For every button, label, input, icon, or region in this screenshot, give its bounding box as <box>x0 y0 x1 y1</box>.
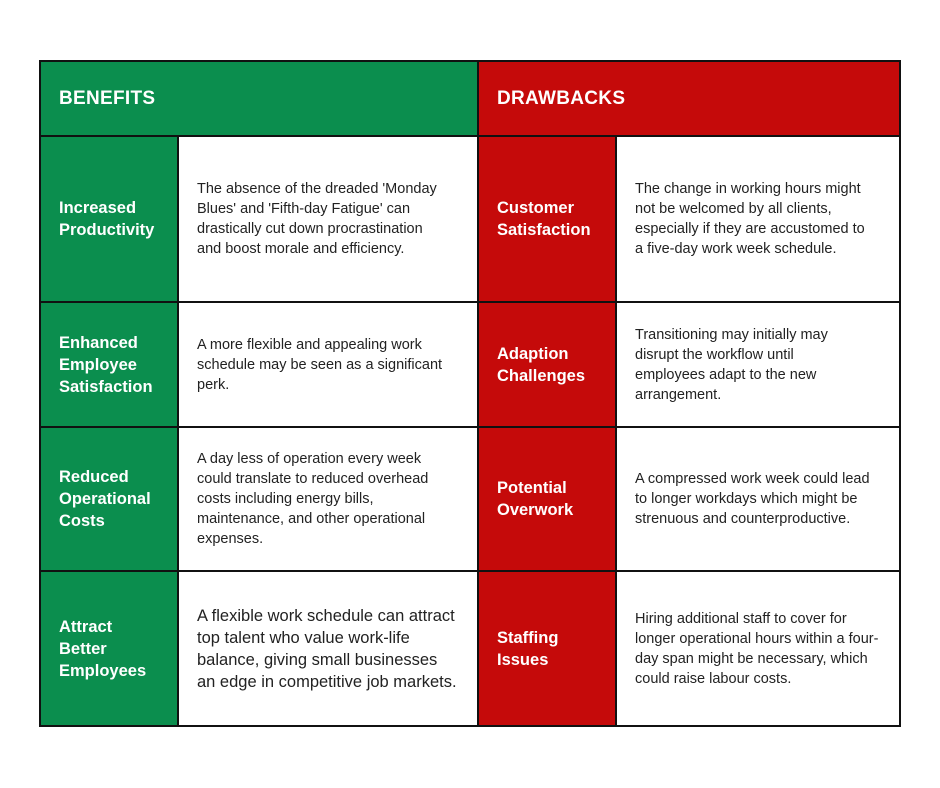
benefit-description-cell <box>179 303 477 426</box>
benefit-description: The absence of the dreaded 'Monday Blues' and 'Fifth-day Fatigue' can drastically cut down procrastination and boost morale and efficiency. <box>197 181 437 257</box>
drawback-description-cell <box>617 428 899 570</box>
drawback-description-cell <box>617 137 899 301</box>
drawback-label-cell <box>479 572 615 725</box>
drawback-label: Customer Satisfaction <box>497 199 591 239</box>
benefit-description-cell <box>179 428 477 570</box>
benefit-description-cell <box>179 572 477 725</box>
benefit-description: A day less of operation every week could translate to reduced overhead costs including energy bills, maintenance, and other operational expenses. <box>197 451 429 547</box>
drawback-description-cell <box>617 303 899 426</box>
benefit-label-cell <box>41 572 177 725</box>
drawback-label: Potential Overwork <box>497 479 574 519</box>
benefit-label: Enhanced Employee Satisfaction <box>59 333 153 396</box>
benefit-label-cell <box>41 303 177 426</box>
drawback-label-cell <box>479 137 615 301</box>
benefit-label: Reduced Operational Costs <box>59 468 151 530</box>
drawback-label-cell <box>479 428 615 570</box>
benefit-label: Attract Better Employees <box>59 617 147 680</box>
drawbacks-header-label: DRAWBACKS <box>497 87 626 109</box>
benefits-header-label: BENEFITS <box>59 87 156 109</box>
drawback-label-cell <box>479 303 615 426</box>
benefit-description: A more flexible and appealing work schedule may be seen as a significant perk. <box>197 336 443 393</box>
drawback-description-cell <box>617 572 899 725</box>
benefit-label-cell <box>41 428 177 570</box>
drawback-description: Transitioning may initially may disrupt the workflow until employees adapt to the new arrangement. <box>635 326 828 403</box>
drawback-label: Adaption Challenges <box>497 344 586 385</box>
benefit-label: Increased Productivity <box>59 199 155 239</box>
drawbacks-header <box>479 62 899 135</box>
drawback-description: A compressed work week could lead to longer workdays which might be strenuous and counterproductive. <box>635 471 870 527</box>
comparison-table <box>39 60 901 727</box>
benefits-header <box>41 62 477 135</box>
drawback-description: The change in working hours might not be welcomed by all clients, especially if they are accustomed to a five-day work week schedule. <box>635 181 865 257</box>
benefit-label-cell <box>41 137 177 301</box>
drawback-label: Staffing Issues <box>497 628 559 669</box>
benefit-description-cell <box>179 137 477 301</box>
drawback-description: Hiring additional staff to cover for longer operational hours within a four-day span might be necessary, which could raise labour costs. <box>635 610 879 687</box>
benefit-description: A flexible work schedule can attract top talent who value work-life balance, giving small businesses an edge in competitive job markets. <box>197 606 457 691</box>
